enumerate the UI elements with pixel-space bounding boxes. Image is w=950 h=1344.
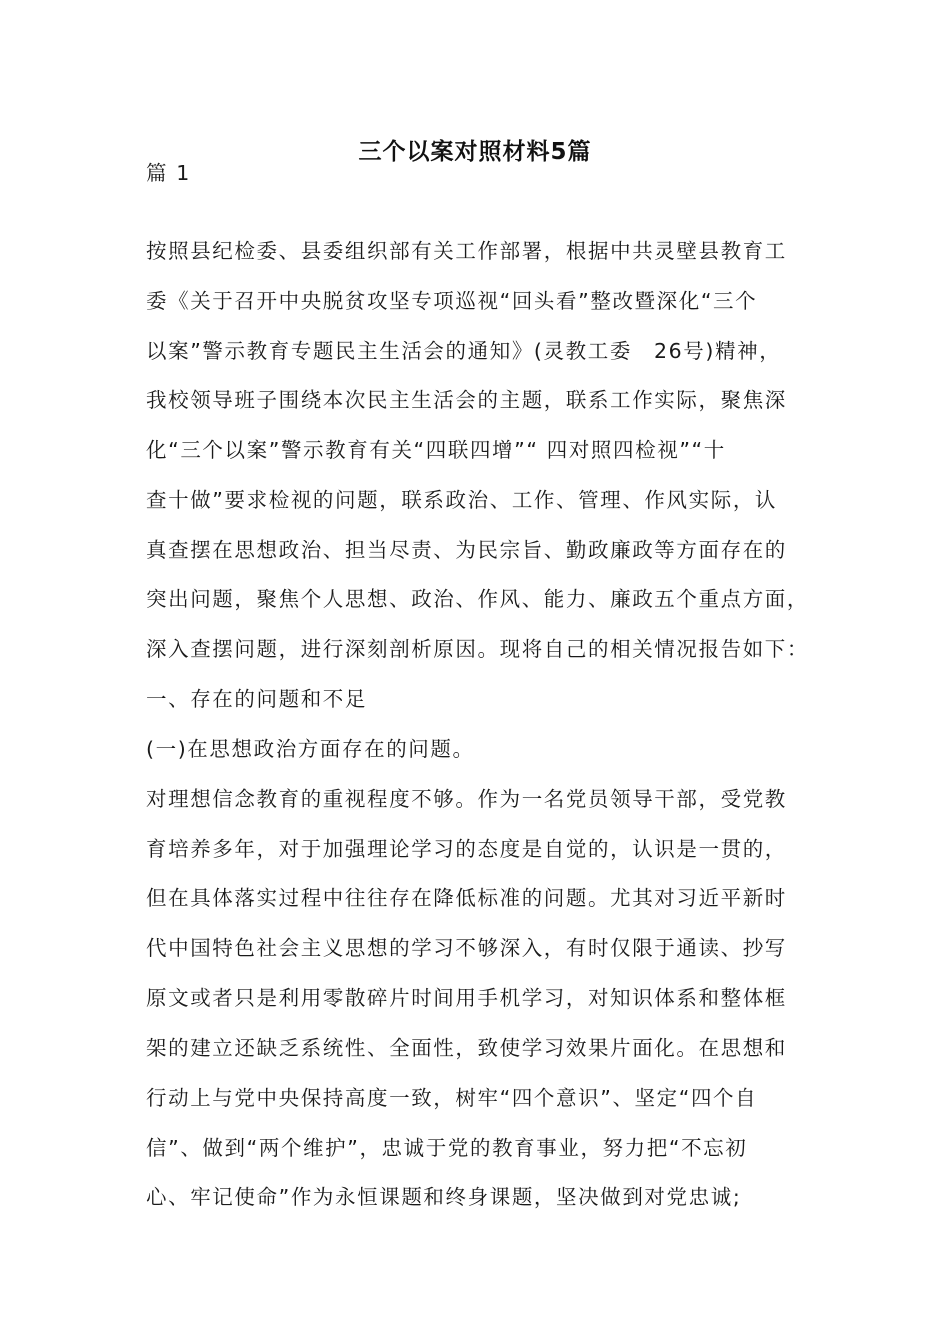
- paragraph-line: 真查摆在思想政治、担当尽责、为民宗旨、勤政廉政等方面存在的: [146, 538, 787, 562]
- document-title: 三个以案对照材料5篇: [358, 139, 592, 165]
- paragraph-line: 以案”警示教育专题民主生活会的通知》(灵教工委 26号)精神，: [146, 339, 782, 363]
- paragraph-line: 对理想信念教育的重视程度不够。作为一名党员领导干部，受党教: [146, 787, 787, 811]
- paragraph-line: 突出问题，聚焦个人思想、政治、作风、能力、廉政五个重点方面，: [146, 587, 809, 611]
- paragraph-line: 育培养多年，对于加强理论学习的态度是自觉的，认识是一贯的，: [146, 837, 787, 861]
- paragraph-line: 代中国特色社会主义思想的学习不够深入，有时仅限于通读、抄写: [146, 936, 787, 960]
- paragraph-line: 信”、做到“两个维护”，忠诚于党的教育事业，努力把“不忘初: [146, 1136, 748, 1160]
- subsection-heading: (一)在思想政治方面存在的问题。: [146, 737, 475, 761]
- paragraph-line: 按照县纪检委、县委组织部有关工作部署，根据中共灵壁县教育工: [146, 239, 787, 263]
- paragraph-line: 我校领导班子围绕本次民主生活会的主题，联系工作实际，聚焦深: [146, 388, 787, 412]
- paragraph-line: 化“三个以案”警示教育有关“四联四增”“ 四对照四检视”“十: [146, 438, 726, 462]
- paragraph-line: 架的建立还缺乏系统性、全面性，致使学习效果片面化。在思想和: [146, 1036, 787, 1060]
- paragraph-line: 查十做”要求检视的问题，联系政治、工作、管理、作风实际，认: [146, 488, 778, 512]
- section-heading: 一、存在的问题和不足: [146, 687, 367, 711]
- section-label: 篇 1: [146, 161, 191, 185]
- paragraph-line: 原文或者只是利用零散碎片时间用手机学习，对知识体系和整体框: [146, 986, 787, 1010]
- paragraph-line: 委《关于召开中央脱贫攻坚专项巡视“回头看”整改暨深化“三个: [146, 289, 758, 313]
- paragraph-line: 深入查摆问题，进行深刻剖析原因。现将自己的相关情况报告如下：: [146, 637, 809, 661]
- paragraph-line: 心、牢记使命”作为永恒课题和终身课题，坚决做到对党忠诚;: [146, 1185, 742, 1209]
- paragraph-line: 行动上与党中央保持高度一致，树牢“四个意识”、坚定“四个自: [146, 1086, 758, 1110]
- paragraph-line: 但在具体落实过程中往往存在降低标准的问题。尤其对习近平新时: [146, 886, 787, 910]
